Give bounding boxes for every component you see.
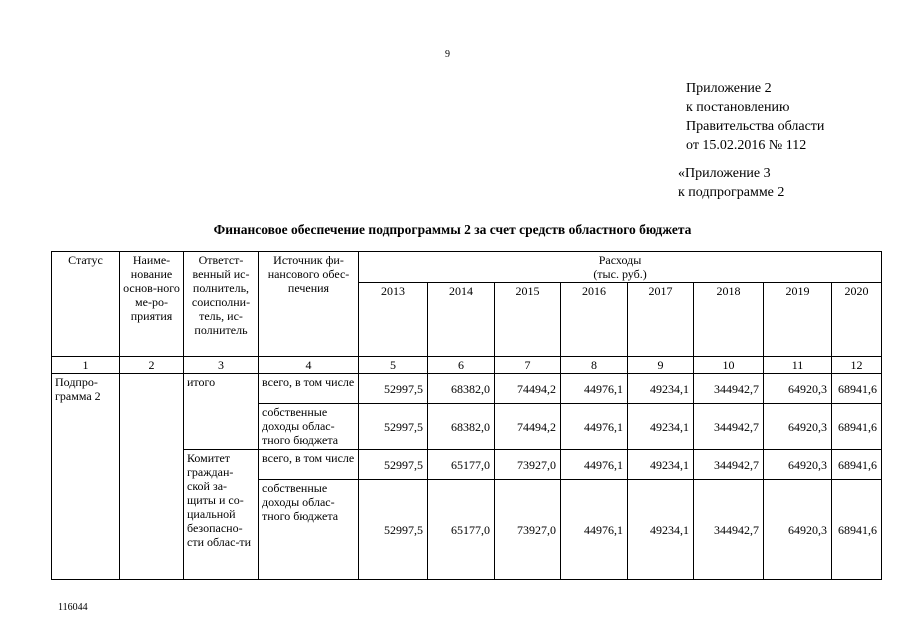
header-year: 2018 xyxy=(694,283,764,357)
value-cell: 52997,5 xyxy=(359,374,428,404)
value-cell: 52997,5 xyxy=(359,480,428,580)
column-number: 12 xyxy=(832,357,882,374)
value-cell: 68941,6 xyxy=(832,450,882,480)
value-cell: 52997,5 xyxy=(359,404,428,450)
source-cell: собственные доходы облас-тного бюджета xyxy=(259,404,359,450)
value-cell: 74494,2 xyxy=(495,374,561,404)
column-number: 3 xyxy=(184,357,259,374)
annex-block xyxy=(686,79,824,155)
annex2-line: «Приложение 3 xyxy=(678,166,771,181)
header-expenses xyxy=(359,252,882,283)
column-number: 7 xyxy=(495,357,561,374)
status-cell: Подпро-грамма 2 xyxy=(52,374,120,580)
source-cell: собственные доходы облас-тного бюджета xyxy=(259,480,359,580)
annex-line: к постановлению xyxy=(686,100,790,115)
value-cell: 68941,6 xyxy=(832,404,882,450)
header-executor: Ответст-венный ис-полнитель, соисполни-тель, ис-полнитель xyxy=(184,252,259,357)
value-cell: 73927,0 xyxy=(495,450,561,480)
table-row xyxy=(52,374,882,404)
annex-line: Приложение 2 xyxy=(686,81,772,96)
header-year: 2016 xyxy=(561,283,628,357)
header-expenses-unit: (тыс. руб.) xyxy=(593,267,647,281)
header-name: Наиме-нование основ-ного ме-ро-приятия xyxy=(120,252,184,357)
column-number: 11 xyxy=(764,357,832,374)
value-cell: 344942,7 xyxy=(694,450,764,480)
header-source: Источник фи-нансового обес-печения xyxy=(259,252,359,357)
header-year: 2014 xyxy=(428,283,495,357)
value-cell: 68382,0 xyxy=(428,404,495,450)
executor-cell: Комитет граждан-ской за-щиты и со-циальной безопасно-сти облас-ти xyxy=(184,450,259,580)
value-cell: 68941,6 xyxy=(832,374,882,404)
header-year: 2019 xyxy=(764,283,832,357)
header-year: 2015 xyxy=(495,283,561,357)
annex2-block xyxy=(678,164,784,202)
value-cell: 73927,0 xyxy=(495,480,561,580)
header-year: 2020 xyxy=(832,283,882,357)
value-cell: 44976,1 xyxy=(561,374,628,404)
source-cell: всего, в том числе xyxy=(259,374,359,404)
value-cell: 44976,1 xyxy=(561,450,628,480)
activity-name-cell xyxy=(120,374,184,580)
value-cell: 74494,2 xyxy=(495,404,561,450)
value-cell: 64920,3 xyxy=(764,480,832,580)
column-number: 10 xyxy=(694,357,764,374)
column-number: 2 xyxy=(120,357,184,374)
value-cell: 52997,5 xyxy=(359,450,428,480)
value-cell: 68382,0 xyxy=(428,374,495,404)
column-number: 6 xyxy=(428,357,495,374)
financing-table xyxy=(51,251,882,580)
value-cell: 44976,1 xyxy=(561,480,628,580)
value-cell: 68941,6 xyxy=(832,480,882,580)
annex-line: от 15.02.2016 № 112 xyxy=(686,138,807,153)
executor-cell: итого xyxy=(184,374,259,450)
value-cell: 64920,3 xyxy=(764,404,832,450)
header-year: 2017 xyxy=(628,283,694,357)
column-number: 9 xyxy=(628,357,694,374)
value-cell: 49234,1 xyxy=(628,404,694,450)
value-cell: 344942,7 xyxy=(694,480,764,580)
column-number: 8 xyxy=(561,357,628,374)
value-cell: 64920,3 xyxy=(764,450,832,480)
value-cell: 344942,7 xyxy=(694,374,764,404)
footer-code: 116044 xyxy=(58,602,88,613)
column-number: 1 xyxy=(52,357,120,374)
value-cell: 49234,1 xyxy=(628,480,694,580)
value-cell: 65177,0 xyxy=(428,450,495,480)
header-status: Статус xyxy=(52,252,120,357)
value-cell: 65177,0 xyxy=(428,480,495,580)
value-cell: 49234,1 xyxy=(628,374,694,404)
page-number: 9 xyxy=(445,49,450,60)
annex2-line: к подпрограмме 2 xyxy=(678,185,785,200)
value-cell: 64920,3 xyxy=(764,374,832,404)
value-cell: 49234,1 xyxy=(628,450,694,480)
document-title: Финансовое обеспечение подпрограммы 2 за счет средств областного бюджета xyxy=(213,222,692,237)
header-expenses-label: Расходы xyxy=(598,253,642,267)
annex-line: Правительства области xyxy=(686,119,825,134)
header-year: 2013 xyxy=(359,283,428,357)
value-cell: 44976,1 xyxy=(561,404,628,450)
column-number: 4 xyxy=(259,357,359,374)
column-number: 5 xyxy=(359,357,428,374)
value-cell: 344942,7 xyxy=(694,404,764,450)
source-cell: всего, в том числе xyxy=(259,450,359,480)
